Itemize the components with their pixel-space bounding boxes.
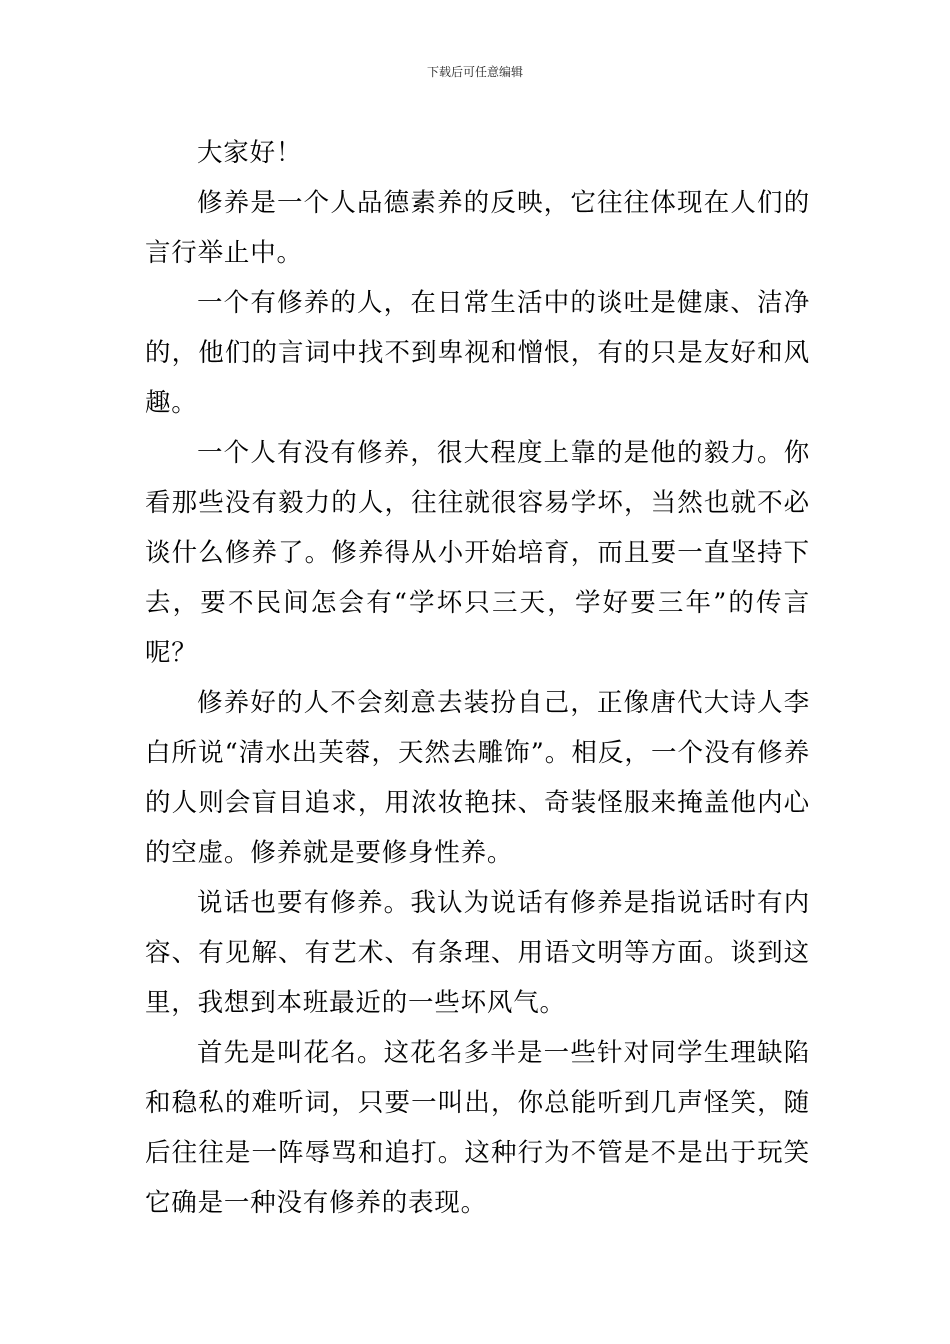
- paragraph-6: 首先是叫花名。这花名多半是一些针对同学生理缺陷和稳私的难听词，只要一叫出，你总能听到几声怪笑，随后往往是一阵辱骂和追打。这种行为不管是不是出于玩笑它确是一种没有修养的表现。: [145, 1038, 810, 1218]
- paragraph-5: 说话也要有修养。我认为说话有修养是指说话时有内容、有见解、有艺术、有条理、用语文明等方面。谈到这里，我想到本班最近的一些坏风气。: [145, 888, 810, 1018]
- page-header: 下载后可任意编辑: [426, 65, 523, 79]
- paragraph-3: 一个人有没有修养，很大程度上靠的是他的毅力。你看那些没有毅力的人，往往就很容易学坏，当然也就不必谈什么修养了。修养得从小开始培育，而且要一直坚持下去，要不民间怎会有“学坏只三天，学好要三年”的传言呢？: [145, 438, 810, 668]
- paragraph-greeting: 大家好！: [197, 138, 303, 168]
- paragraph-2: 一个有修养的人，在日常生活中的谈吐是健康、洁净的，他们的言词中找不到卑视和憎恨，有的只是友好和风趣。: [145, 288, 810, 418]
- document-body: [145, 128, 810, 1228]
- paragraph-4: 修养好的人不会刻意去装扮自己，正像唐代大诗人李白所说“清水出芙蓉，天然去雕饰”。相反，一个没有修养的人则会盲目追求，用浓妆艳抹、奇装怪服来掩盖他内心的空虚。修养就是要修身性养。: [145, 688, 810, 868]
- paragraph-1: 修养是一个人品德素养的反映，它往往体现在人们的言行举止中。: [145, 188, 810, 268]
